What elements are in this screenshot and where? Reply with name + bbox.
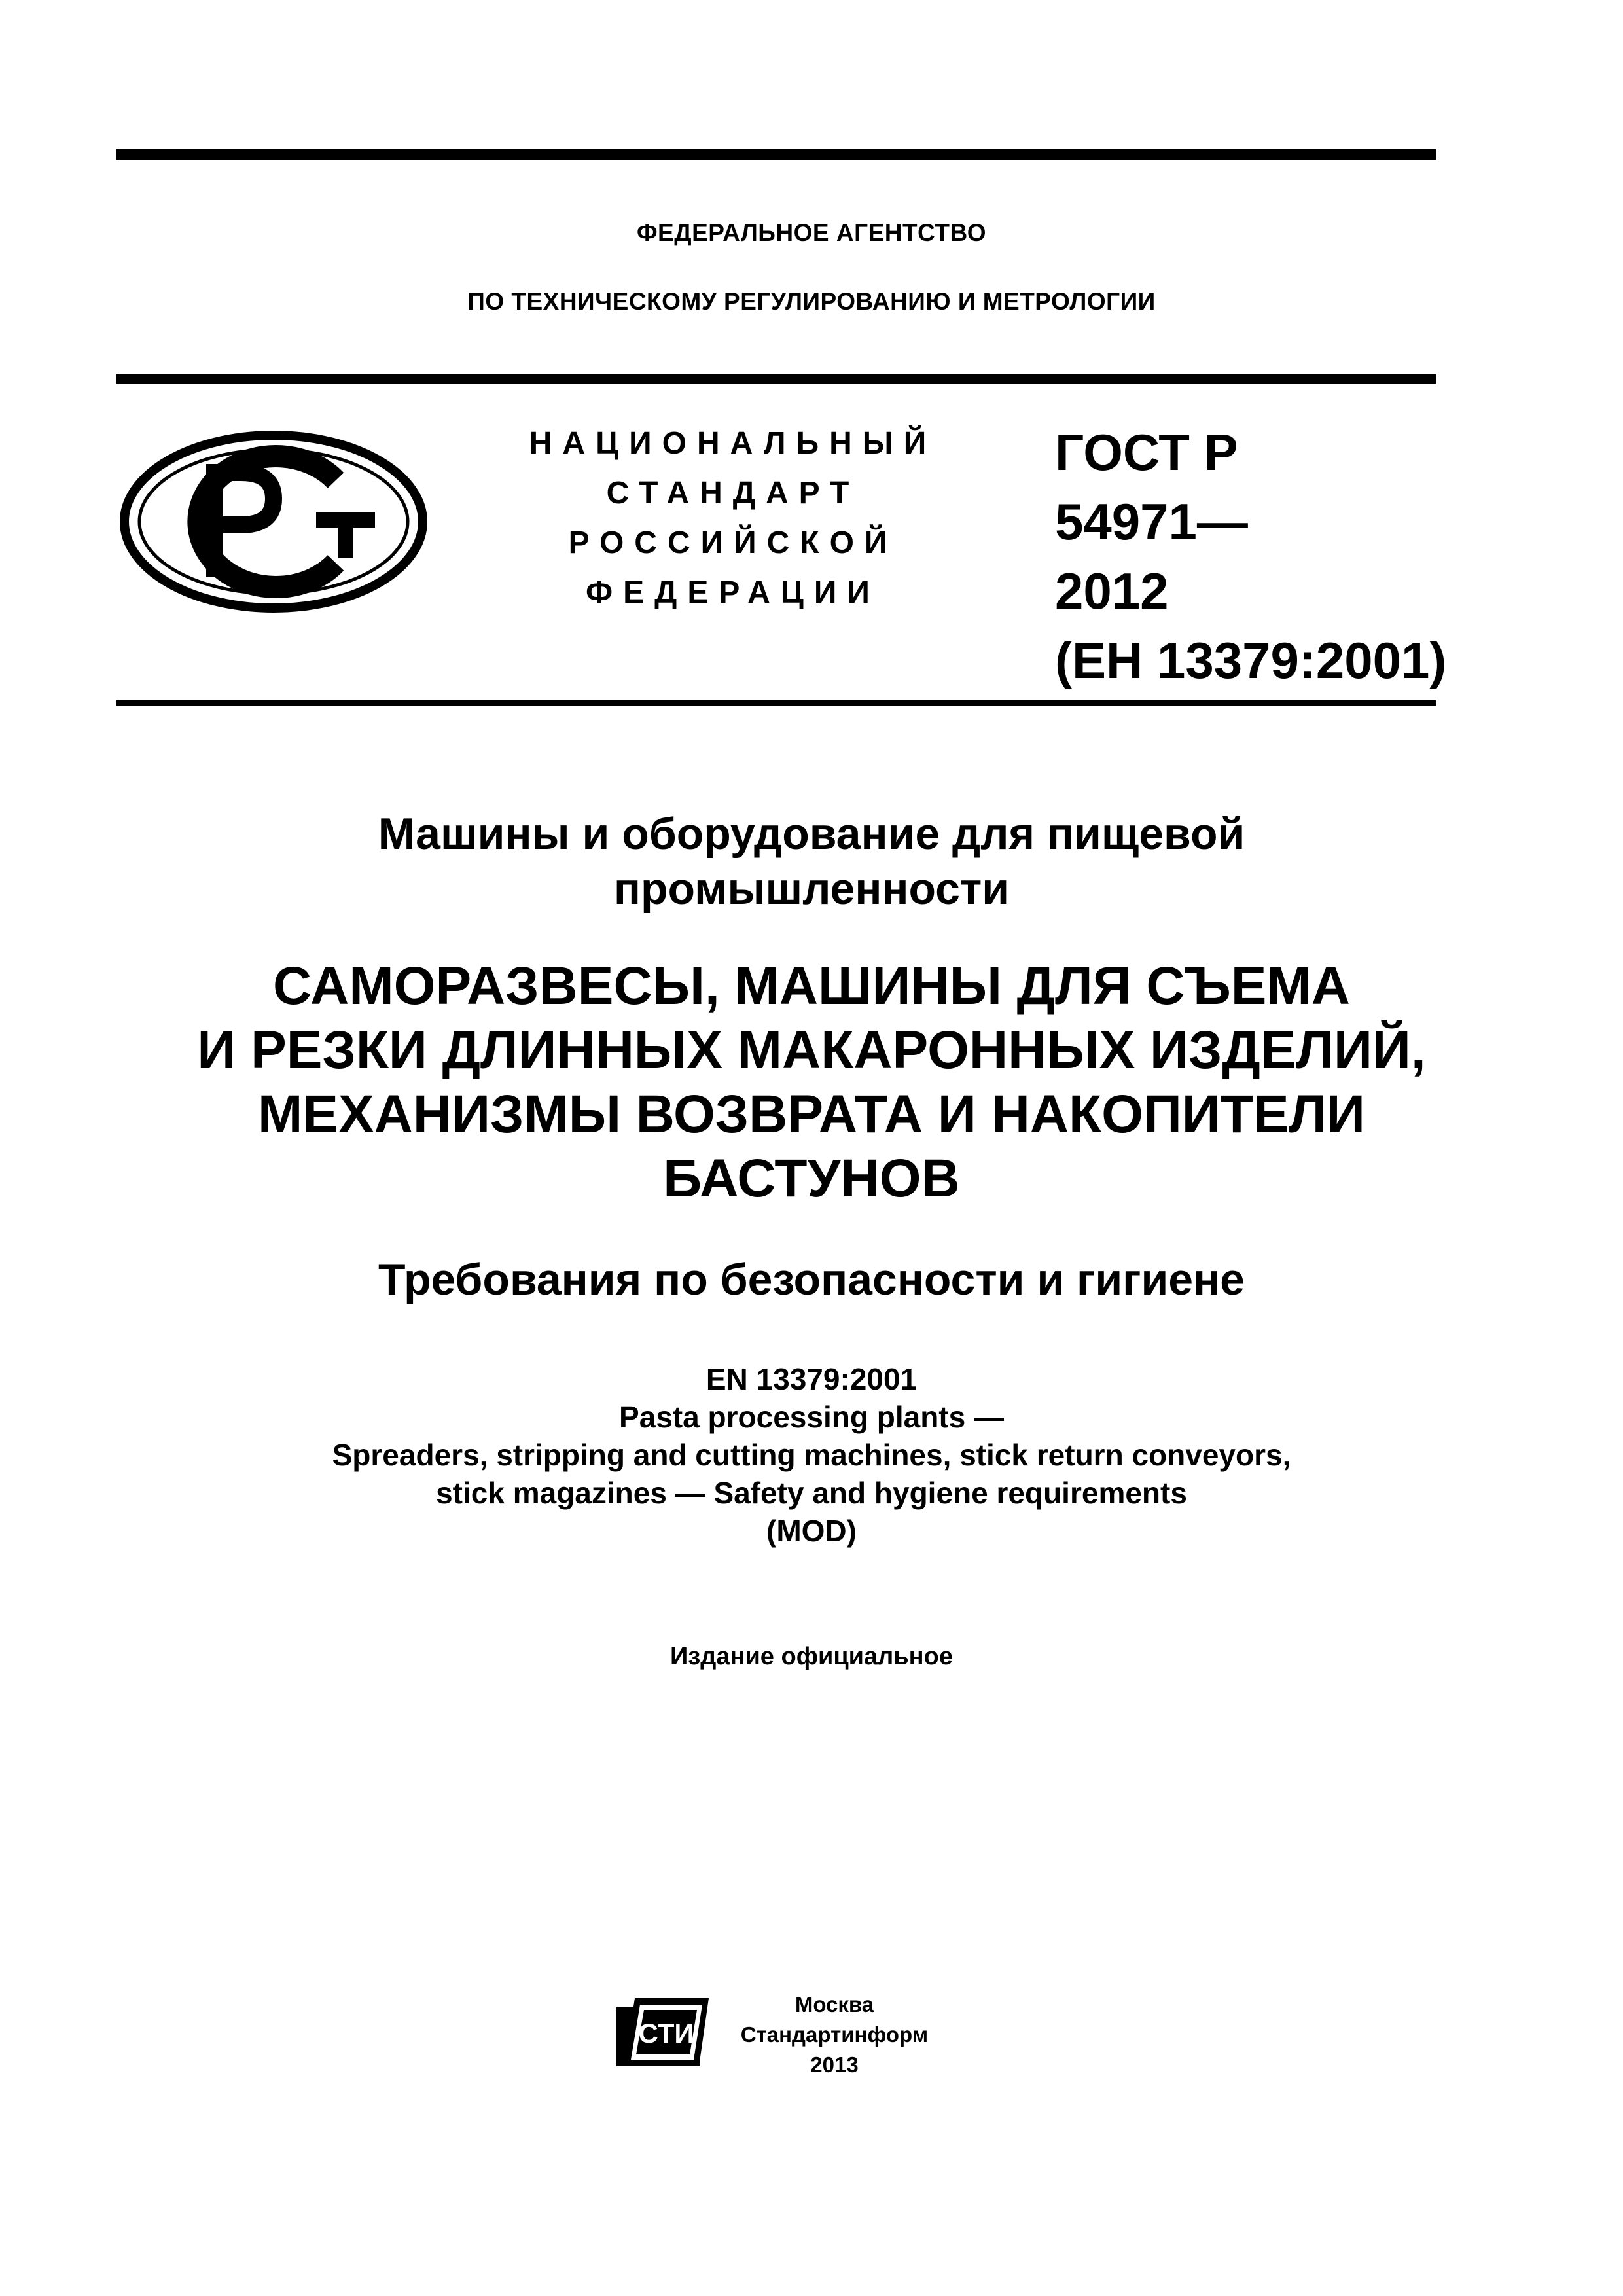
publisher-city: Москва: [794, 1992, 874, 2017]
designation-rule: [116, 700, 1436, 706]
agency-line-1: ФЕДЕРАЛЬНОЕ АГЕНТСТВО: [636, 219, 987, 246]
en-line-1: EN 13379:2001: [705, 1362, 918, 1396]
rst-logo: [116, 427, 431, 617]
publisher-name: Стандартинформ: [740, 2022, 929, 2047]
en-line-5: (MOD): [766, 1514, 857, 1548]
en-reference: [0, 1360, 1623, 1550]
national-standard-line-4: ФЕДЕРАЦИИ: [586, 575, 880, 610]
national-standard-line-2: СТАНДАРТ: [606, 476, 860, 511]
national-standard-line-3: РОССИЙСКОЙ: [568, 526, 898, 560]
header-rule: [116, 374, 1436, 384]
designation-line-4: (ЕН 13379:2001): [1055, 632, 1447, 689]
agency-line-2: ПО ТЕХНИЧЕСКОМУ РЕГУЛИРОВАНИЮ И МЕТРОЛОГИИ: [467, 288, 1156, 315]
en-line-3: Spreaders, stripping and cutting machines, stick return conveyors,: [332, 1438, 1291, 1472]
title-line-2: И РЕЗКИ ДЛИННЫХ МАКАРОННЫХ ИЗДЕЛИЙ,: [197, 1020, 1426, 1080]
designation-line-2: 54971—: [1055, 493, 1248, 550]
title-line-4: БАСТУНОВ: [663, 1149, 960, 1208]
publisher-info: [726, 1990, 942, 2080]
document-title: [0, 954, 1623, 1211]
designation-line-3: 2012: [1055, 562, 1169, 620]
national-standard-line-1: НАЦИОНАЛЬНЫЙ: [529, 426, 937, 461]
en-line-4: stick magazines — Safety and hygiene requirements: [436, 1476, 1187, 1510]
standard-designation: [1055, 418, 1446, 695]
publisher-year: 2013: [810, 2053, 859, 2077]
standartinform-logo-text: СТИ: [638, 2018, 694, 2049]
designation-line-1: ГОСТ Р: [1055, 423, 1238, 481]
standartinform-logo: [615, 1993, 710, 2068]
subtitle-line-2: промышленности: [613, 864, 1010, 914]
title-line-1: САМОРАЗВЕСЫ, МАШИНЫ ДЛЯ СЪЕМА: [272, 956, 1350, 1016]
title-line-3: МЕХАНИЗМЫ ВОЗВРАТА И НАКОПИТЕЛИ: [257, 1085, 1365, 1144]
subtitle-line-1: Машины и оборудование для пищевой: [378, 809, 1245, 859]
top-rule: [116, 149, 1436, 160]
document-requirements: Требования по безопасности и гигиене: [378, 1255, 1245, 1304]
edition-label: Издание официальное: [670, 1643, 953, 1670]
national-standard-label: [497, 419, 969, 618]
standartinform-logo-icon: [615, 1993, 710, 2068]
document-subtitle: [0, 806, 1623, 916]
en-line-2: Pasta processing plants —: [619, 1400, 1004, 1434]
rst-certification-logo-icon: [116, 427, 431, 617]
